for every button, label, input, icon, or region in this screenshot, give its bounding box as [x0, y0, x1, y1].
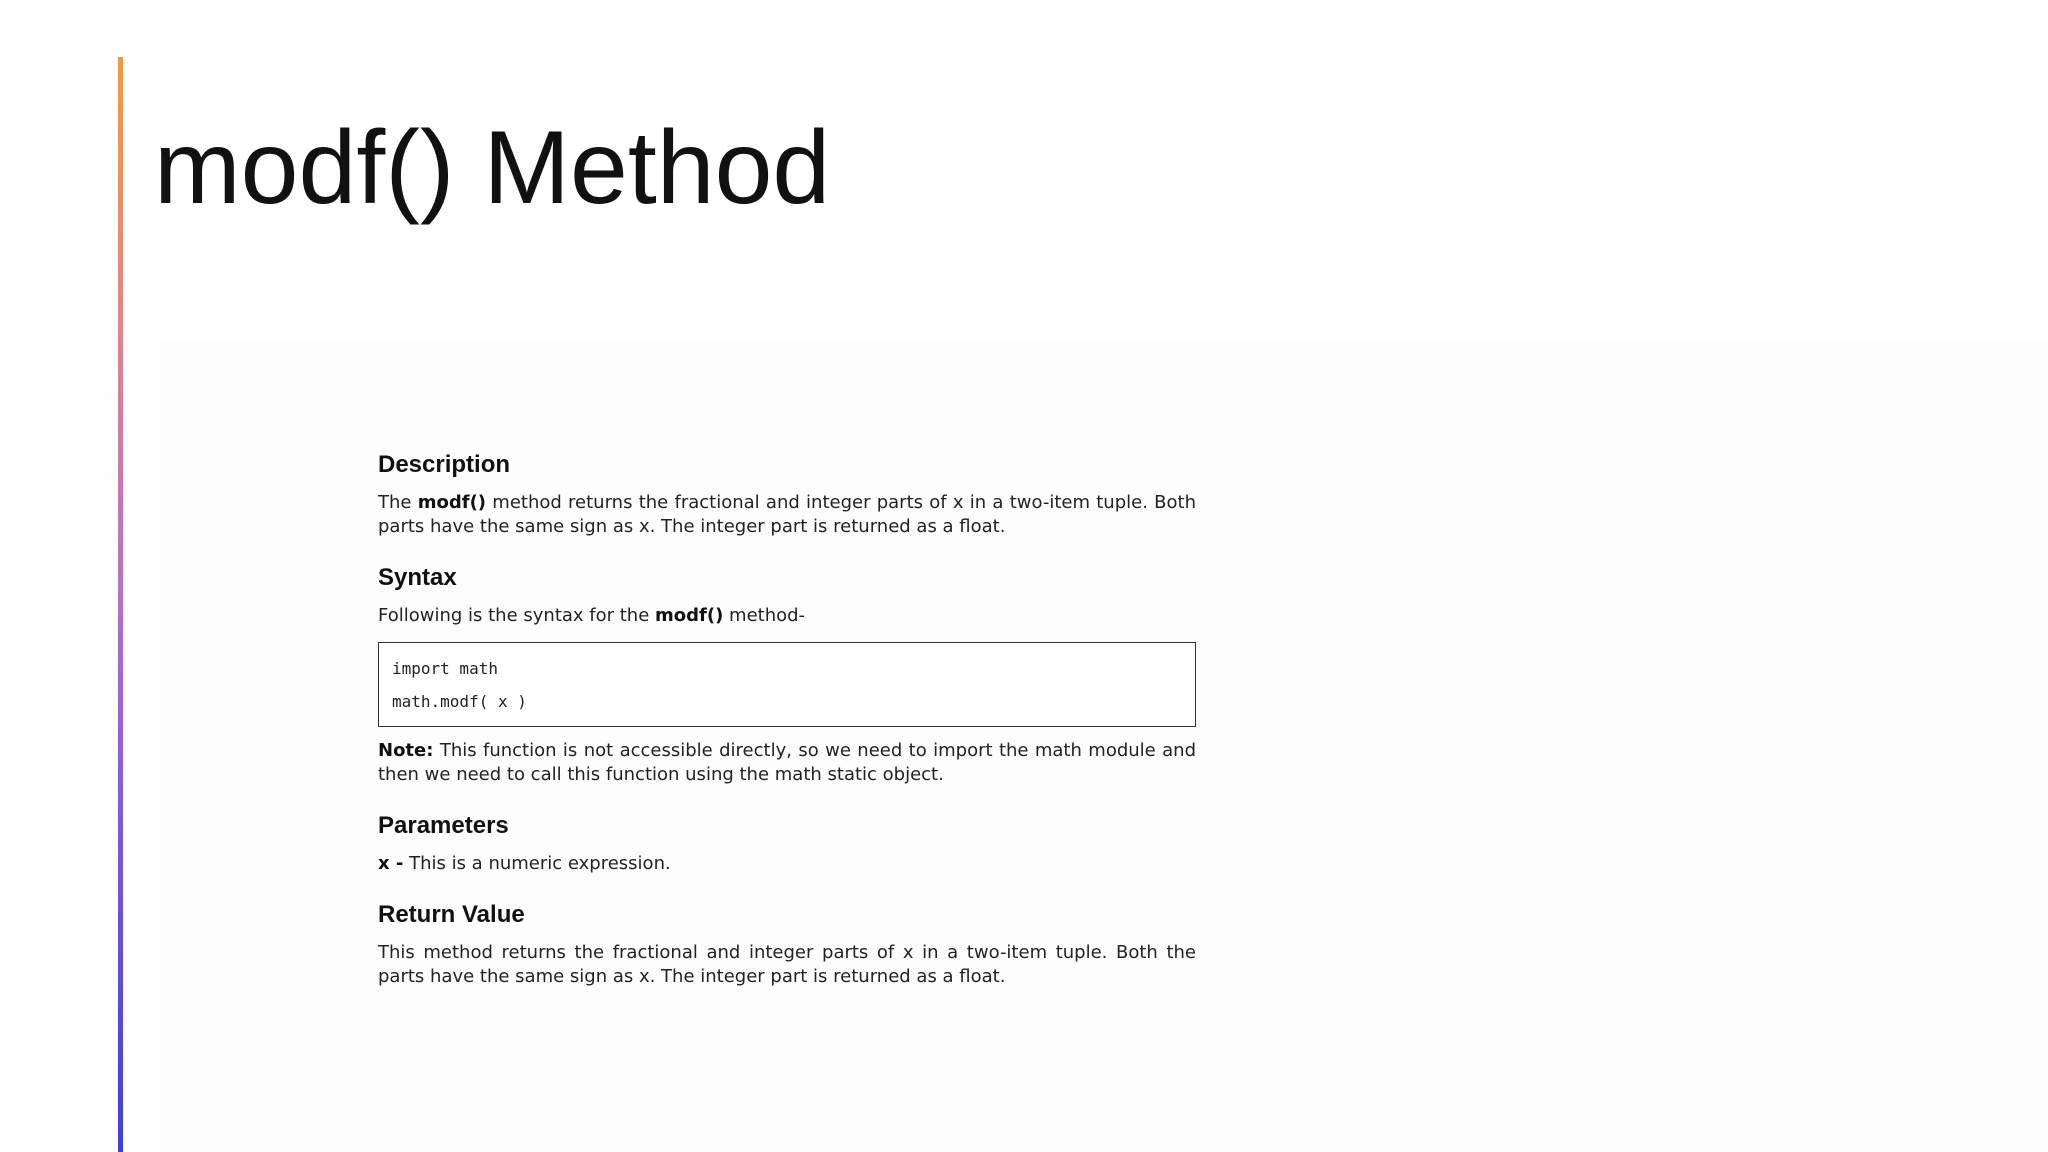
slide-title: modf() Method — [154, 110, 831, 226]
document-content — [378, 448, 1196, 989]
description-method-name: modf() — [417, 492, 487, 513]
description-text-end: method returns the fractional and integer parts of x in a two-item tuple. Both parts have the same sign as x. The integer part is returned as a float. — [378, 492, 1196, 537]
return-value-heading: Return Value — [378, 901, 525, 928]
description-text — [378, 491, 1196, 539]
parameter-item — [378, 852, 1196, 876]
syntax-text-end: method- — [723, 605, 806, 626]
parameter-name: x - — [378, 853, 404, 874]
accent-bar — [118, 57, 123, 1152]
syntax-text — [378, 604, 1196, 628]
code-line-call: math.modf( x ) — [392, 692, 527, 711]
syntax-code-block — [378, 642, 1196, 727]
note-body: This function is not accessible directly, so we need to import the math module and then we need to call this function using the math static object. — [378, 740, 1196, 785]
syntax-text-start: Following is the syntax for the — [378, 605, 656, 626]
syntax-method-name: modf() — [655, 605, 724, 626]
description-heading: Description — [378, 451, 511, 478]
return-value-text: This method returns the fractional and integer parts of x in a two-item tuple. Both the parts have the same sign as x. The integer part is returned as a float. — [378, 942, 1196, 987]
note-label: Note: — [378, 740, 434, 761]
parameter-description: This is a numeric expression. — [403, 853, 671, 874]
description-text-start: The — [378, 492, 418, 513]
syntax-heading: Syntax — [378, 564, 457, 591]
note-text — [378, 739, 1196, 787]
parameters-heading: Parameters — [378, 812, 509, 839]
code-line-import: import math — [392, 659, 498, 678]
